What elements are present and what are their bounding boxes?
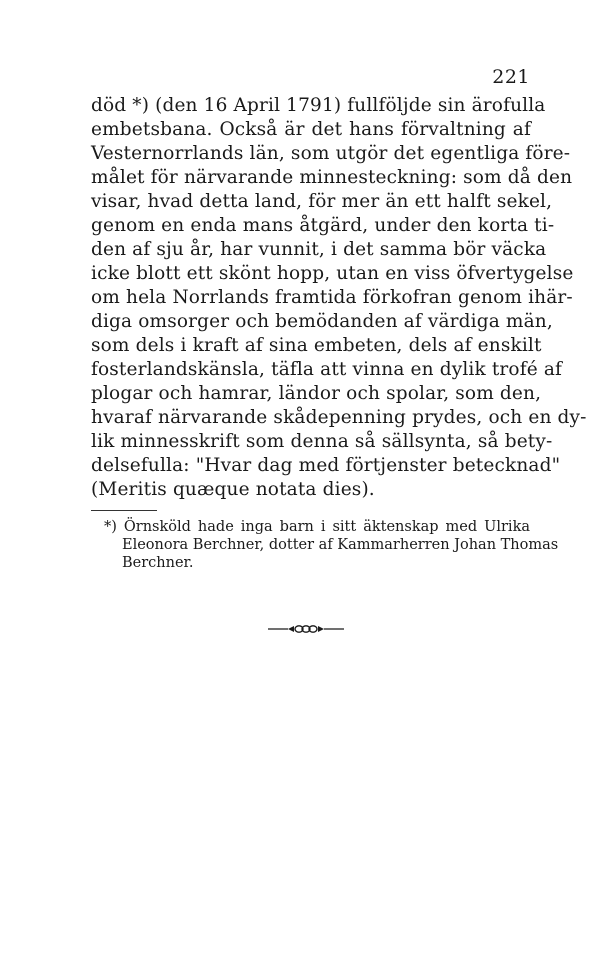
footnote-line: *) Örnsköld hade inga barn i sitt äktenskap med Ulrika (104, 519, 530, 535)
text-line: icke blott ett skönt hopp, utan en viss öfvertygelse (91, 263, 574, 284)
footnote-line: Berchner. (122, 555, 194, 571)
text-line: visar, hvad detta land, för mer än ett halft sekel, (91, 191, 553, 212)
text-line: lik minnesskrift som denna så sällsynta, så bety- (91, 431, 553, 452)
text-line: om hela Norrlands framtida förkofran genom ihär- (91, 287, 573, 308)
text-line: som dels i kraft af sina embeten, dels af enskilt (91, 335, 542, 356)
text-line: Vesternorrlands län, som utgör det egentliga före- (91, 143, 571, 164)
text-line: embetsbana. Också är det hans förvaltning af (91, 119, 531, 140)
text-line: död *) (den 16 April 1791) fullföljde sin ärofulla (91, 95, 546, 116)
footnote (104, 518, 559, 572)
footnote-divider (91, 510, 157, 511)
text-line: målet för närvarande minnesteckning: som då den (91, 167, 573, 188)
ornament-icon (268, 622, 344, 636)
text-line: delsefulla: "Hvar dag med förtjenster betecknad" (91, 455, 561, 476)
text-line: den af sju år, har vunnit, i det samma bör väcka (91, 239, 547, 260)
text-line: diga omsorger och bemödanden af värdiga män, (91, 311, 553, 332)
text-line: genom en enda mans åtgärd, under den korta ti- (91, 215, 555, 236)
text-line: plogar och hamrar, ländor och spolar, som den, (91, 383, 542, 404)
footnote-line: Eleonora Berchner, dotter af Kammarherren Johan Thomas (122, 537, 559, 553)
text-line: fosterlandskänsla, täfla att vinna en dylik trofé af (91, 359, 563, 380)
text-line: (Meritis quæque notata dies). (91, 479, 375, 500)
text-line: hvaraf närvarande skådepenning prydes, och en dy- (91, 407, 587, 428)
page-number: 221 (492, 66, 530, 88)
body-text (91, 94, 587, 502)
